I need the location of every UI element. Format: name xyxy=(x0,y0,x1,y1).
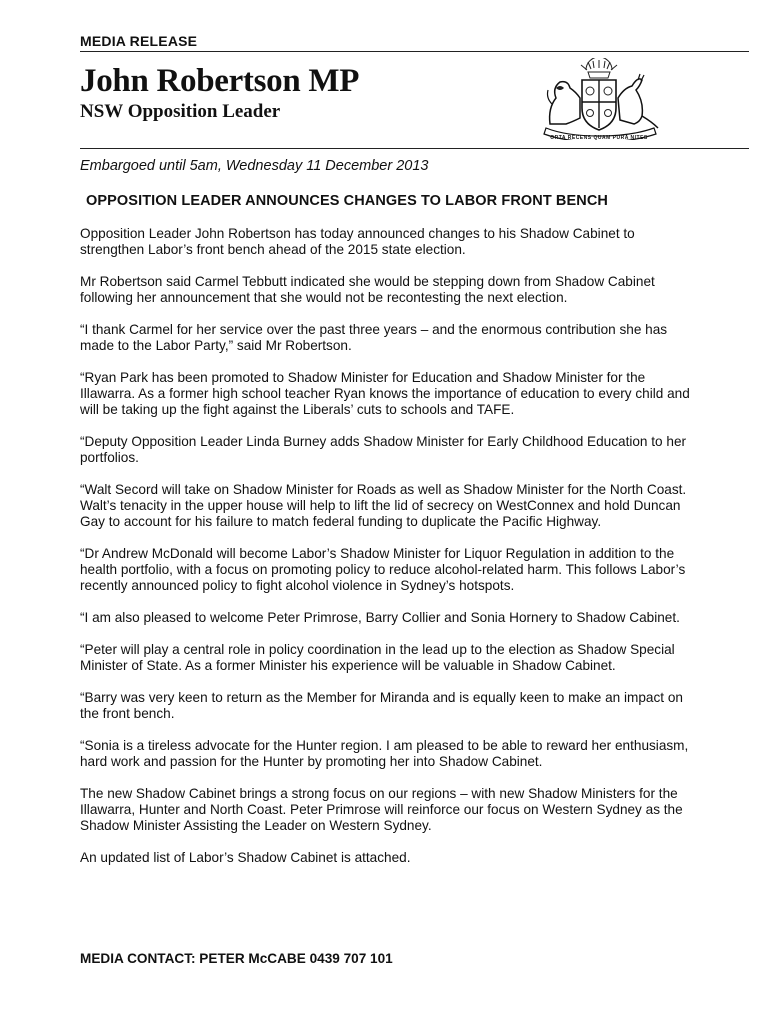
body-paragraph: An updated list of Labor’s Shadow Cabinet is attached. xyxy=(80,850,411,865)
body-paragraph: Opposition Leader John Robertson has today announced changes to his Shadow Cabinet to strengthen Labor’s front bench ahead of the 2015 state election. xyxy=(80,226,635,257)
body-paragraph: “Peter will play a central role in policy coordination in the lead up to the election as Shadow Special Minister of State. As a former Minister his experience will be valuable in Shadow Cabinet. xyxy=(80,642,675,673)
mp-name-heading: John Robertson MP xyxy=(80,63,360,99)
body-paragraph: “Dr Andrew McDonald will become Labor’s Shadow Minister for Liquor Regulation in addition to the health portfolio, with a focus on promoting policy to reduce alcohol-related harm. This follows Labor’s recently announced policy to fight alcohol violence in Sydney’s hotspots. xyxy=(80,546,686,593)
body-paragraph: “Deputy Opposition Leader Linda Burney adds Shadow Minister for Early Childhood Education to her portfolios. xyxy=(80,434,687,465)
media-release-label: MEDIA RELEASE xyxy=(80,33,198,49)
release-headline: OPPOSITION LEADER ANNOUNCES CHANGES TO LABOR FRONT BENCH xyxy=(86,193,608,209)
embargo-notice: Embargoed until 5am, Wednesday 11 December 2013 xyxy=(80,158,429,174)
nsw-coat-of-arms-icon xyxy=(536,58,662,140)
media-contact: MEDIA CONTACT: PETER McCABE 0439 707 101 xyxy=(80,951,393,966)
header-bottom-rule xyxy=(80,148,749,149)
body-paragraph: “Walt Secord will take on Shadow Minister for Roads as well as Shadow Minister for the North Coast. Walt’s tenacity in the upper house will help to lift the lid of secrecy on WestConnex and hold Duncan Gay to account for his failure to match federal funding to duplicate the Pacific Highway. xyxy=(80,482,687,529)
release-body xyxy=(80,226,692,882)
body-paragraph: “Barry was very keen to return as the Member for Miranda and is equally keen to make an impact on the front bench. xyxy=(80,690,683,721)
body-paragraph: Mr Robertson said Carmel Tebbutt indicated she would be stepping down from Shadow Cabinet following her announcement that she would not be recontesting the next election. xyxy=(80,274,655,305)
body-paragraph: “I thank Carmel for her service over the past three years – and the enormous contribution she has made to the Labor Party,” said Mr Robertson. xyxy=(80,322,668,353)
mp-title-subheading: NSW Opposition Leader xyxy=(80,101,281,122)
body-paragraph: “Ryan Park has been promoted to Shadow Minister for Education and Shadow Minister for the Illawarra. As a former high school teacher Ryan knows the importance of education to every child and will be taking up the fight against the Liberals’ cuts to schools and TAFE. xyxy=(80,370,690,417)
body-paragraph: “I am also pleased to welcome Peter Primrose, Barry Collier and Sonia Hornery to Shadow Cabinet. xyxy=(80,610,680,625)
body-paragraph: The new Shadow Cabinet brings a strong focus on our regions – with new Shadow Ministers for the Illawarra, Hunter and North Coast. Peter Primrose will reinforce our focus on Western Sydney as the Shadow Minister Assisting the Leader on Western Sydney. xyxy=(80,786,683,833)
svg-text:ORTA RECENS QUAM PURA NITES: ORTA RECENS QUAM PURA NITES xyxy=(550,135,648,140)
header-top-rule xyxy=(80,51,749,52)
body-paragraph: “Sonia is a tireless advocate for the Hunter region. I am pleased to be able to reward her enthusiasm, hard work and passion for the Hunter by promoting her into Shadow Cabinet. xyxy=(80,738,689,769)
